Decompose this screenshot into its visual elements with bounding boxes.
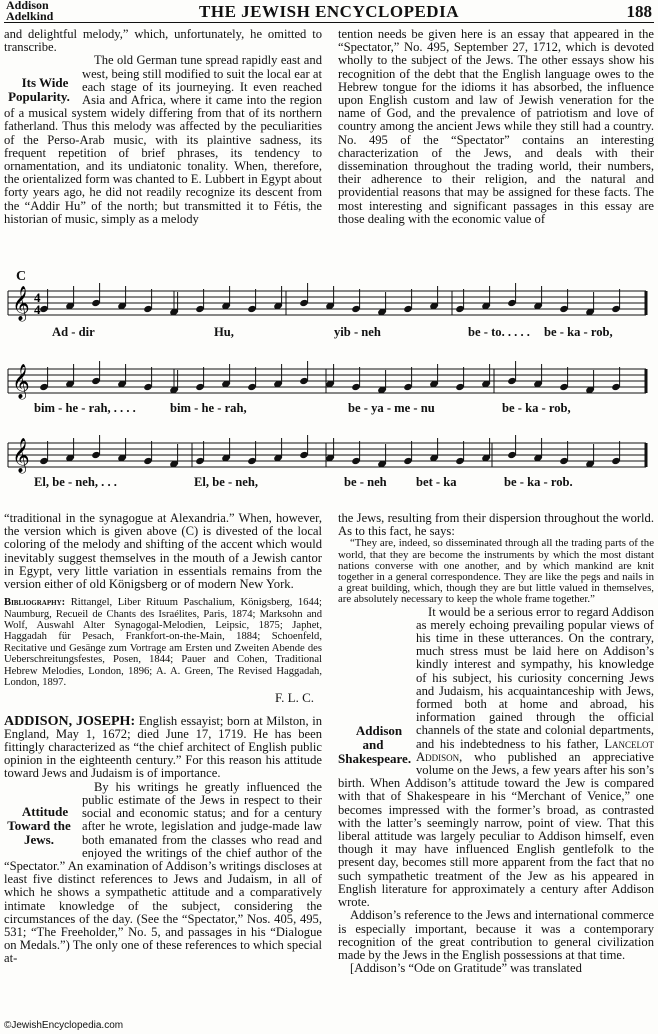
lyric-syllables: bim - he - rah, — [170, 401, 247, 415]
lyric-syllables: Ad - dir — [52, 325, 95, 339]
lyric-syllables: be - ka - rob. — [504, 475, 573, 489]
paragraph-text: By his writings he greatly influenced the public estimate of the Jews in respect to their social and economic status; and for a century after he wrote, legislation and judge-made law both emanated from the classes who read and enjoyed the writings of the chief author of the “Spectator.” An examination of Addison’s writings discloses at least five distinct references to Jews and Judaism, in all of which he shows a sympathetic attitude and a comparatively intimate knowledge of the subject, considering the circumstances of the day. (See the “Spectator,” Nos. 405, 495, 531; “The Freeholder,” No. 5, and passages in his “Dialogue on Medals.”) The only one of these references to which special at- — [4, 779, 322, 966]
publication-title: THE JEWISH ENCYCLOPEDIA — [199, 2, 459, 21]
page-number: 188 — [626, 2, 652, 21]
person-name: Lancelot Addison — [416, 736, 654, 764]
paragraph: [Addison’s “Ode on Gratitude” was translated — [350, 961, 582, 976]
lyric-syllables: be - neh — [344, 475, 387, 489]
lyric-syllables: yib - neh — [334, 325, 381, 339]
running-head-last: Adelkind — [6, 9, 54, 23]
block-quote: “They are, indeed, so disseminated through all the trading parts of the world, that they are become the instruments by which the most distant nations converse with one another, and by which mankind are knit together in a general correspondence. They are like the pegs and nails in a great building, which, though they are but little valued in themselves, are absolutely necessary to keep the whole frame together.” — [338, 537, 654, 606]
sidenote-shakespeare: Addison and Shakespeare. — [338, 722, 412, 766]
left-column-bottom — [4, 512, 322, 966]
lyric-syllables: Hu, — [214, 325, 234, 339]
paragraph-text: The old German tune spread rapidly east and west, being still modified to suit the local ear at each stage of its journeying. It even reached Asia and Africa, where it came into the region of a musical system widely differing from that of its northern fatherland. Thus this melody was affected by the peculiarities of the Perso-Arab music, with its plaintive sadness, its frequent repetition of brief phrases, its tendency to ornamentation, and its undiatonic tonality. When, therefore, the orientalized form was chanted to E. Lubbert in Egypt about forty years ago, he did not readily recognize its descent from the “Addir Hu” of the north; but transmitted it to Fétis, the historian of music, simply as a melody — [4, 53, 322, 226]
running-head-first: Addison — [6, 0, 49, 12]
sidenote-attitude: Attitude Toward the Jews. — [7, 803, 71, 847]
score-staves — [4, 273, 654, 505]
bibliography-label: Bibliography: — [4, 597, 66, 609]
footer-credit: ©JewishEncyclopedia.com — [4, 1020, 124, 1031]
treble-clef: 𝄞 — [12, 364, 30, 399]
left-column-top — [4, 28, 322, 226]
header-rule — [4, 22, 654, 23]
treble-clef: 𝄞 — [12, 438, 30, 473]
score-label: C — [16, 269, 27, 284]
sidenote-popularity: Its Wide Popularity. — [8, 75, 70, 105]
time-signature-top: 4 — [34, 290, 41, 305]
paragraph: Addison’s reference to the Jews and international commerce is especially important, because it was a contemporary recognition of the great contribution to general civilization made by the Jews in the English possessions at that time. — [338, 908, 654, 962]
time-signature-bottom: 4 — [34, 302, 41, 317]
lyric-syllables: be - ka - rob, — [502, 401, 571, 415]
bibliography — [4, 597, 322, 688]
lyric-syllables: be - to. . . . . — [468, 325, 530, 339]
lyric-syllables: bet - ka — [416, 475, 457, 489]
treble-clef: 𝄞 — [12, 286, 30, 321]
paragraph-text-cont: , who published an appreciative volume on the Jews, a few years after his son’s birth. When Addison’s attitude toward the Jew is compared with that of Shakespeare in his “Merchant of Venice,” one becomes impressed with the former’s broad, as contrasted with the latter’s seemingly narrow, point of view. That this liberal attitude was largely peculiar to Addison himself, even though it may have influenced English gentlefolk to the present day, becomes still more apparent from the fact that no such sympathetic treatment of the Jew as his appeared in English literature for approximately a century after Addison wrote. — [338, 749, 654, 910]
paragraph: the Jews, resulting from their dispersion throughout the world. As to this fact, he says: — [338, 511, 654, 539]
paragraph-popularity — [4, 54, 322, 226]
page-header — [0, 0, 658, 24]
paragraph-shakespeare — [338, 606, 654, 910]
lyric-syllables: El, be - neh, — [194, 475, 259, 489]
right-column-top — [338, 28, 654, 226]
bibliography-text: Rittangel, Liber Rituum Paschalium, Königsberg, 1644; Naumburg, Recueil de Chants des Israélites, Paris, 1874; Marksohn and Wolf, Auswahl Alter Synagogal-Melodien, Leipsic, 1875; Japhet, Haggadah für Pesach, Frankfort-on-the-Main, 1884; Schoenfeld, Recitative und Gesänge zum Vortrage am Ersten und Zweiten Abende des Ueberschreitungsfestes, Posen, 1844; Pauer and Cohen, Traditional Hebrew Melodies, London, 1896; A. A. Green, The Revised Haggadah, London, 1897. — [4, 597, 322, 689]
paragraph-text: It would be a serious error to regard Addison as merely echoing prevailing popular views of his time in these utterances. On the contrary, much stress must be laid here on Addison’s kindly interest and sympathy, his knowledge of his subject, his curiosity concerning Jews and Judaism, his acquaintanceship with Jews, formed both at home and abroad, his information gained through the official channels of the state and colonial departments, and his indebtedness to his father, — [416, 604, 654, 751]
entry-title: ADDISON, JOSEPH: — [4, 713, 136, 729]
lyric-syllables: bim - he - rah, . . . . — [34, 401, 136, 415]
paragraph: and delightful melody,” which, unfortunately, he omitted to transcribe. — [4, 27, 322, 55]
paragraph: “traditional in the synagogue at Alexandria.” When, however, the version which is given above (C) is divested of the local coloring of the melody and shifting of the accent which would inevitably suggest themselves in the mouth of a Jewish cantor in Egypt, very little variation in essentials remains from the version either of old Königsberg or of modern New York. — [4, 511, 322, 592]
paragraph: tention needs be given here is an essay that appeared in the “Spectator,” No. 495, September 27, 1712, which is devoted wholly to the subject of the Jews. The other essays show his recognition of the debt that the English language owes to the Hebrew tongue for the idioms it has absorbed, the influence upon English custom and law of Jewish veneration for the name of God, and the prevalence of patriotism and love of country among the ancient Jews while they still had a country. No. 495 of the “Spectator” contains an interesting characterization of the Jews, and deals with their dissemination throughout the trading world, their numbers, their adherence to their religion, and the natural and providential reasons that may be assigned for these facts. The most interesting and significant passages in this essay are those dealing with the economic value of — [338, 27, 654, 226]
right-column-bottom — [338, 512, 654, 975]
paragraph-attitude — [4, 781, 322, 966]
lyric-syllables: be - ka - rob, — [544, 325, 613, 339]
lyric-syllables: be - ya - me - nu — [348, 401, 435, 415]
entry-text: English essayist; born at Milston, in England, May 1, 1672; died June 17, 1719. He has been fittingly characterized as “the chief architect of English public opinion in the eighteenth century.” For this reason his attitude toward Jews and Judaism is of importance. — [4, 713, 322, 781]
entry-intro — [4, 715, 322, 781]
music-score — [4, 269, 654, 505]
author-signature: F. L. C. — [274, 690, 314, 706]
lyric-syllables: El, be - neh, . . . — [34, 475, 117, 489]
